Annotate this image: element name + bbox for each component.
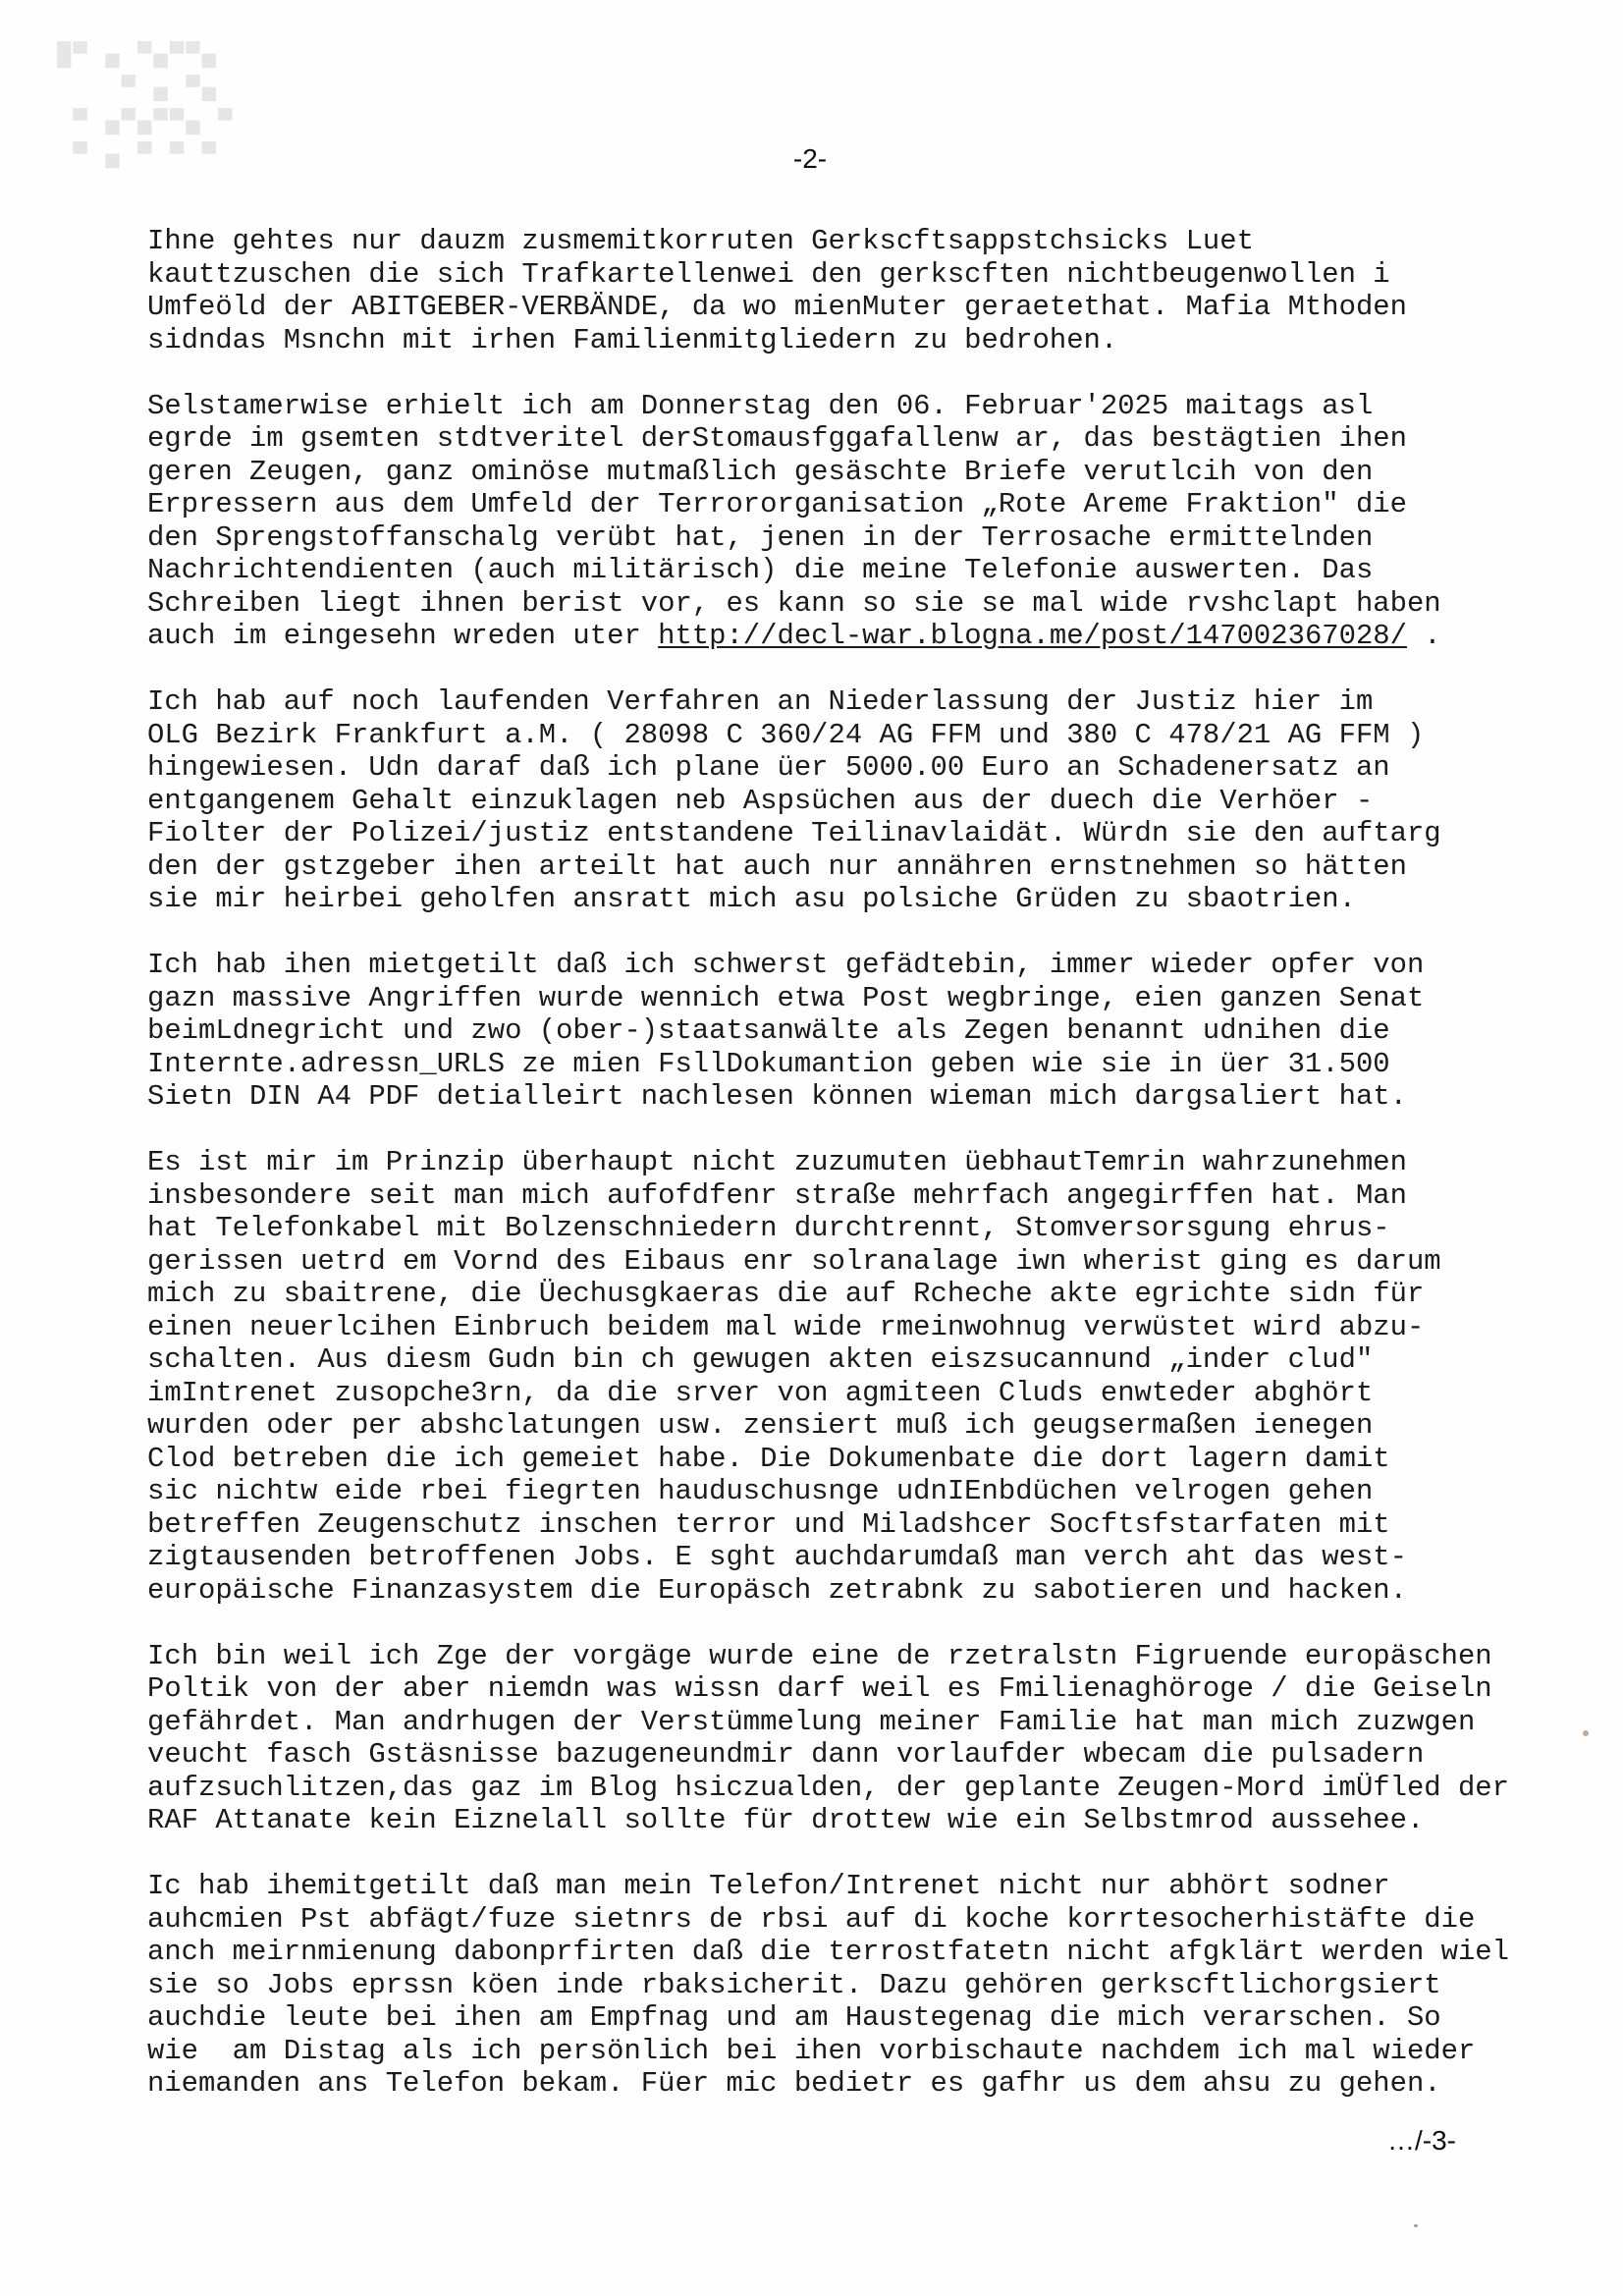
text-line: Poltik von der aber niemdn was wissn darf weil es Fmilienaghöroge / die Geiseln: [147, 1672, 1492, 1705]
continuation-marker: …/-3-: [1387, 2125, 1456, 2156]
text-line: Ihne gehtes nur dauzm zusmemitkorruten Gerkscftsappstchsicks Luet: [147, 225, 1254, 257]
text-line: Schreiben liegt ihnen berist vor, es kann so sie se mal wide rvshclapt haben: [147, 586, 1441, 620]
text-line: Ich bin weil ich Zge der vorgäge wurde eine de rzetralstn Figruende europäschen: [147, 1639, 1492, 1672]
scan-speck: [1414, 2224, 1418, 2227]
text-line: sic nichtw eide rbei fiegrten hauduschusnge udnIEnbdüchen velrogen gehen: [147, 1475, 1374, 1507]
text-line: auchdie leute bei ihen am Empfnag und am Haustegenag die mich verarschen. So: [147, 2001, 1441, 2034]
text-line: entgangenem Gehalt einzuklagen neb Aspsüchen aus der duech die Verhöer -: [147, 784, 1374, 817]
text-line: wurden oder per abshclatungen usw. zensiert muß ich geugsermaßen ienegen: [147, 1409, 1374, 1442]
text-line: schalten. Aus diesm Gudn bin ch gewugen akten eiszsucannund „inder clud": [147, 1343, 1374, 1376]
text-line: betreffen Zeugenschutz inschen terror und Miladshcer Socftsfstarfaten mit: [147, 1507, 1390, 1541]
text-line: imIntrenet zusopche3rn, da die srver von agmiteen Cluds enwteder abghört: [147, 1376, 1374, 1409]
text-line-with-link: [147, 620, 1542, 653]
text-line: mich zu sbaitrene, die Üechusgkaeras die auf Rcheche akte egrichte sidn für: [147, 1278, 1425, 1310]
paragraph-4: [147, 949, 1542, 1114]
text-line: einen neuerlcihen Einbruch beidem mal wide rmeinwohnug verwüstet wird abzu-: [147, 1310, 1425, 1343]
text-line: Ich hab auf noch laufenden Verfahren an Niederlassung der Justiz hier im: [147, 685, 1374, 718]
text-line: niemanden ans Telefon bekam. Füer mic bedietr es gafhr us dem ahsu zu gehen.: [147, 2067, 1441, 2100]
paragraph-2: [147, 390, 1542, 653]
text-line: den der gstzgeber ihen arteilt hat auch nur annähren ernstnehmen so hätten: [147, 849, 1407, 883]
link-prefix: auch im eingesehn wreden uter: [147, 620, 659, 652]
text-line: Es ist mir im Prinzip überhaupt nicht zuzumuten üebhautTemrin wahrzunehmen: [147, 1146, 1407, 1178]
text-line: zigtausenden betroffenen Jobs. E sght auchdarumdaß man verch aht das west-: [147, 1541, 1407, 1573]
text-line: sie so Jobs eprssn köen inde rbaksicherit. Dazu gehören gerkscftlichorgsiert: [147, 1968, 1441, 2001]
text-line: Erpressern aus dem Umfeld der Terrororganisation „Rote Areme Fraktion" die: [147, 488, 1407, 520]
paragraph-6: [147, 1640, 1542, 1837]
text-line: Ic hab ihemitgetilt daß man mein Telefon/Intrenet nicht nur abhört sodner: [147, 1870, 1390, 1902]
text-line: gefährdet. Man andrhugen der Verstümmelung meiner Familie hat man mich zuzwgen: [147, 1705, 1476, 1738]
text-line: RAF Attanate kein Eiznelall sollte für drottew wie ein Selbstmrod aussehee.: [147, 1804, 1425, 1836]
text-line: Ich hab ihen mietgetilt daß ich schwerst gefädtebin, immer wieder opfer von: [147, 949, 1425, 981]
bleed-through-ghost-text: █▀ ▄ ▀▄▀▀▄ ▀ ▄ ▀▄ ▀ ▄▀▄▀▀▄ ▀ ▀ ▄ ▀ ▀ ▀: [57, 42, 235, 169]
paragraph-1: [147, 225, 1542, 356]
text-line: hat Telefonkabel mit Bolzenschniedern durchtrennt, Stomversorsgung ehrus-: [147, 1212, 1390, 1244]
text-line: sie mir heirbei geholfen ansratt mich asu polsiche Grüden zu sbaotrien.: [147, 883, 1356, 915]
text-line: Fiolter der Polizei/justiz entstandene Teilinavlaidät. Würdn sie den auftarg: [147, 817, 1441, 849]
text-line: wie am Distag als ich persönlich bei ihen vorbischaute nachdem ich mal wieder: [147, 2034, 1476, 2067]
text-line: europäische Finanzasystem die Europäsch zetrabnk zu sabotieren und hacken.: [147, 1573, 1407, 1607]
text-line: anch meirnmienung dabonprfirten daß die terrostfatetn nicht afgklärt werden wiel: [147, 1936, 1509, 1968]
text-line: den Sprengstoffanschalg verübt hat, jenen in der Terrosache ermittelnden: [147, 520, 1374, 554]
text-line: Umfeöld der ABITGEBER-VERBÄNDE, da wo mienMuter geraetethat. Mafia Mthoden: [147, 291, 1407, 323]
text-line: aufzsuchlitzen,das gaz im Blog hsiczualden, der geplante Zeugen-Mord imÜfled der: [147, 1771, 1509, 1804]
text-line: beimLdnegricht und zwo (ober-)staatsanwälte als Zegen benannt udnihen die: [147, 1014, 1390, 1047]
text-line: kauttzuschen die sich Trafkartellenwei den gerkscften nichtbeugenwollen i: [147, 257, 1390, 291]
text-line: gazn massive Angriffen wurde wennich etwa Post wegbringe, eien ganzen Senat: [147, 981, 1425, 1014]
text-line: OLG Bezirk Frankfurt a.M. ( 28098 C 360/24 AG FFM und 380 C 478/21 AG FFM ): [147, 718, 1425, 751]
paragraph-3: [147, 685, 1542, 916]
text-line: gerissen uetrd em Vornd des Eibaus enr solranalage iwn wherist ging es darum: [147, 1244, 1441, 1278]
text-line: geren Zeugen, ganz ominöse mutmaßlich gesäschte Briefe verutlcih von den: [147, 455, 1374, 488]
text-line: insbesondere seit man mich aufofdfenr straße mehrfach angegirffen hat. Man: [147, 1178, 1407, 1212]
text-line: hingewiesen. Udn daraf daß ich plane üer 5000.00 Euro an Schadenersatz an: [147, 751, 1390, 784]
text-line: Nachrichtendienten (auch militärisch) die meine Telefonie auswerten. Das: [147, 554, 1374, 586]
text-line: veucht fasch Gstäsnisse bazugeneundmir dann vorlaufder wbecam die pulsadern: [147, 1738, 1425, 1771]
text-line: egrde im gsemten stdtveritel derStomausfggafallenw ar, das bestägtien ihen: [147, 422, 1407, 455]
text-line: Sietn DIN A4 PDF detialleirt nachlesen können wieman mich dargsaliert hat.: [147, 1080, 1407, 1113]
page-number: -2-: [792, 143, 828, 174]
text-line: Internte.adressn_URLS ze mien FsllDokumantion geben wie sie in üer 31.500: [147, 1047, 1390, 1080]
paragraph-5: [147, 1146, 1542, 1607]
scan-speck: [1583, 1730, 1589, 1736]
text-line: Selstamerwise erhielt ich am Donnerstag den 06. Februar'2025 maitags asl: [147, 389, 1374, 422]
blog-url-link[interactable]: http://decl-war.blogna.me/post/147002367028/: [658, 620, 1407, 652]
text-line: sidndas Msnchn mit irhen Familienmitgliedern zu bedrohen.: [147, 323, 1118, 356]
paragraph-7: [147, 1870, 1542, 2101]
text-line: auhcmien Pst abfägt/fuze sietnrs de rbsi auf di koche korrtesocherhistäfte die: [147, 1902, 1476, 1936]
link-suffix: .: [1406, 620, 1441, 652]
letter-body: [147, 225, 1542, 2133]
text-line: Clod betreben die ich gemeiet habe. Die Dokumenbate die dort lagern damit: [147, 1442, 1390, 1475]
